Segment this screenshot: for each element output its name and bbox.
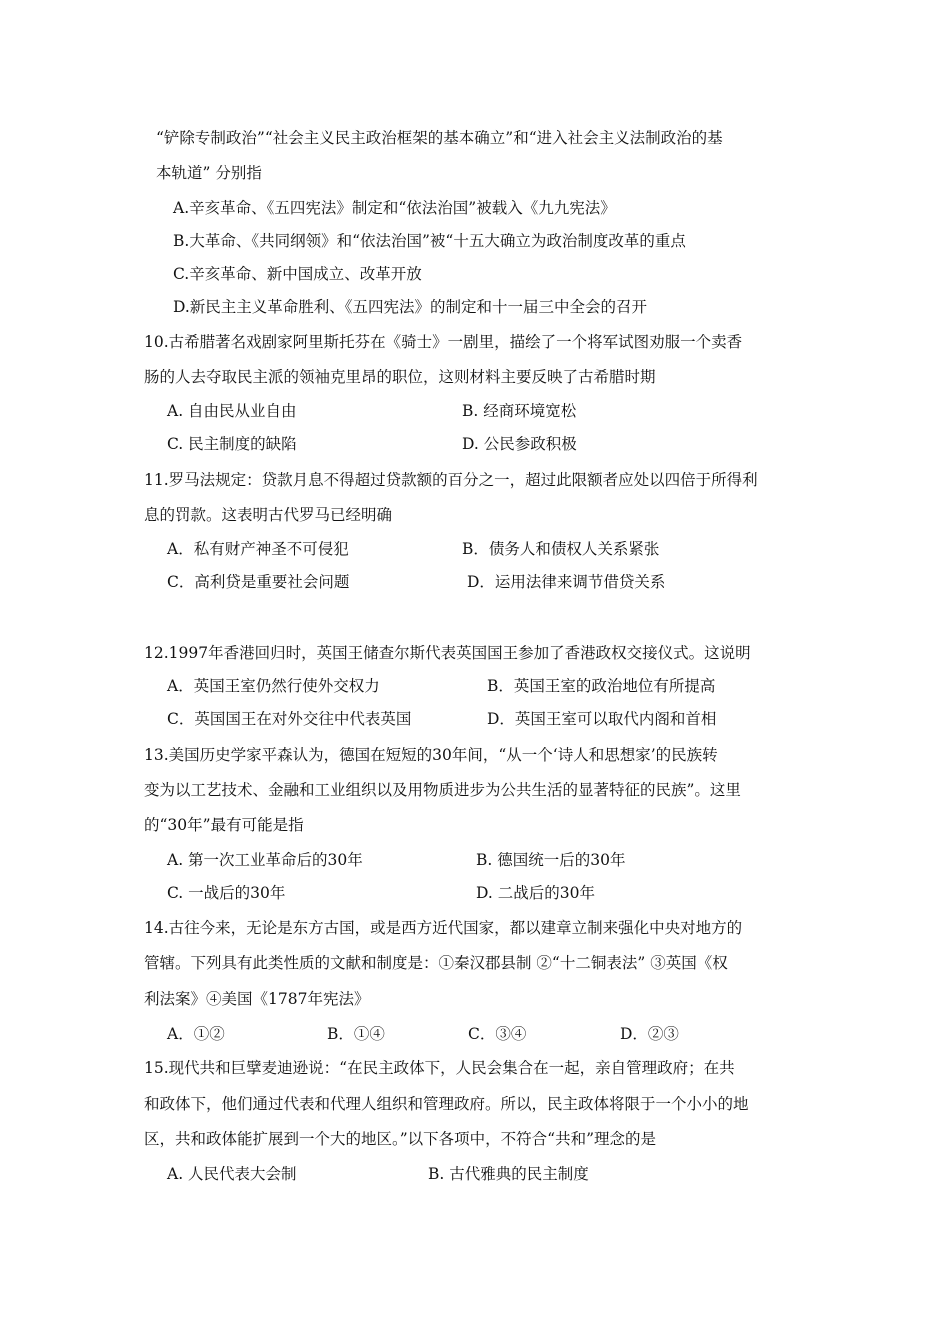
q12-option-b: B．英国王室的政治地位有所提高 — [487, 677, 716, 695]
q10-option-b: B. 经商环境宽松 — [462, 402, 577, 420]
q10-stem-line1: 10.古希腊著名戏剧家阿里斯托芬在《骑士》一剧里，描绘了一个将军试图劝服一个卖香 — [144, 333, 743, 351]
q15-option-b: B. 古代雅典的民主制度 — [428, 1165, 589, 1183]
q9-option-d: D.新民主主义革命胜利、《五四宪法》的制定和十一届三中全会的召开 — [173, 298, 648, 316]
q11-option-d: D．运用法律来调节借贷关系 — [467, 573, 666, 591]
q11-stem-line2: 息的罚款。这表明古代罗马已经明确 — [144, 506, 393, 524]
q13-stem-line1: 13.美国历史学家平森认为，德国在短短的30年间，“从一个‘诗人和思想家’的民族转 — [144, 746, 718, 764]
q13-stem-line3: 的“30年”最有可能是指 — [144, 816, 304, 834]
q15-stem-line3: 区，共和政体能扩展到一个大的地区。”以下各项中，不符合“共和”理念的是 — [144, 1130, 657, 1148]
q12-stem-line1: 12.1997年香港回归时，英国王储查尔斯代表英国国王参加了香港政权交接仪式。这说明 — [144, 644, 751, 662]
q13-stem-line2: 变为以工艺技术、金融和工业组织以及用物质进步为公共生活的显著特征的民族”。这里 — [144, 781, 741, 799]
q15-stem-line2: 和政体下，他们通过代表和代理人组织和管理政府。所以，民主政体将限于一个小小的地 — [144, 1095, 749, 1113]
q14-stem-line3: 利法案》④美国《1787年宪法》 — [144, 990, 370, 1008]
q10-option-a: A. 自由民从业自由 — [167, 402, 297, 420]
q12-option-a: A．英国王室仍然行使外交权力 — [167, 677, 380, 695]
q15-option-a: A. 人民代表大会制 — [167, 1165, 297, 1183]
q12-option-c: C．英国国王在对外交往中代表英国 — [167, 710, 412, 728]
q13-option-a: A. 第一次工业革命后的30年 — [167, 851, 363, 869]
q13-option-d: D. 二战后的30年 — [476, 884, 595, 902]
q9-stem-line1: “铲除专制政治”“社会主义民主政治框架的基本确立”和“进入社会主义法制政治的基 — [156, 129, 723, 147]
q9-option-a: A.辛亥革命、《五四宪法》制定和“依法治国”被载入《九九宪法》 — [173, 199, 616, 217]
q14-stem-line1: 14.古往今来，无论是东方古国，或是西方近代国家，都以建章立制来强化中央对地方的 — [144, 919, 743, 937]
q14-option-c: C．③④ — [468, 1025, 527, 1043]
q10-option-c: C. 民主制度的缺陷 — [167, 435, 297, 453]
q14-option-b: B．①④ — [327, 1025, 385, 1043]
q10-stem-line2: 肠的人去夺取民主派的领袖克里昂的职位，这则材料主要反映了古希腊时期 — [144, 368, 656, 386]
q9-option-c: C.辛亥革命、新中国成立、改革开放 — [173, 265, 422, 283]
q11-option-b: B．债务人和债权人关系紧张 — [462, 540, 660, 558]
q15-stem-line1: 15.现代共和巨擘麦迪逊说：“在民主政体下，人民会集合在一起，亲自管理政府；在共 — [144, 1059, 735, 1077]
q14-option-d: D．②③ — [620, 1025, 679, 1043]
q13-option-b: B. 德国统一后的30年 — [476, 851, 626, 869]
q11-option-a: A．私有财产神圣不可侵犯 — [167, 540, 349, 558]
q14-stem-line2: 管辖。下列具有此类性质的文献和制度是：①秦汉郡县制 ②“十二铜表法” ③英国《权 — [144, 954, 728, 972]
q9-option-b: B.大革命、《共同纲领》和“依法治国”被“十五大确立为政治制度改革的重点 — [173, 232, 686, 250]
q11-stem-line1: 11.罗马法规定：贷款月息不得超过贷款额的百分之一，超过此限额者应处以四倍于所得利 — [144, 471, 758, 489]
q9-stem-line2: 本轨道” 分别指 — [156, 164, 262, 182]
q11-option-c: C．高利贷是重要社会问题 — [167, 573, 350, 591]
q14-option-a: A．①② — [167, 1025, 225, 1043]
q12-option-d: D．英国王室可以取代内阁和首相 — [487, 710, 717, 728]
q13-option-c: C. 一战后的30年 — [167, 884, 286, 902]
q10-option-d: D. 公民参政积极 — [462, 435, 577, 453]
